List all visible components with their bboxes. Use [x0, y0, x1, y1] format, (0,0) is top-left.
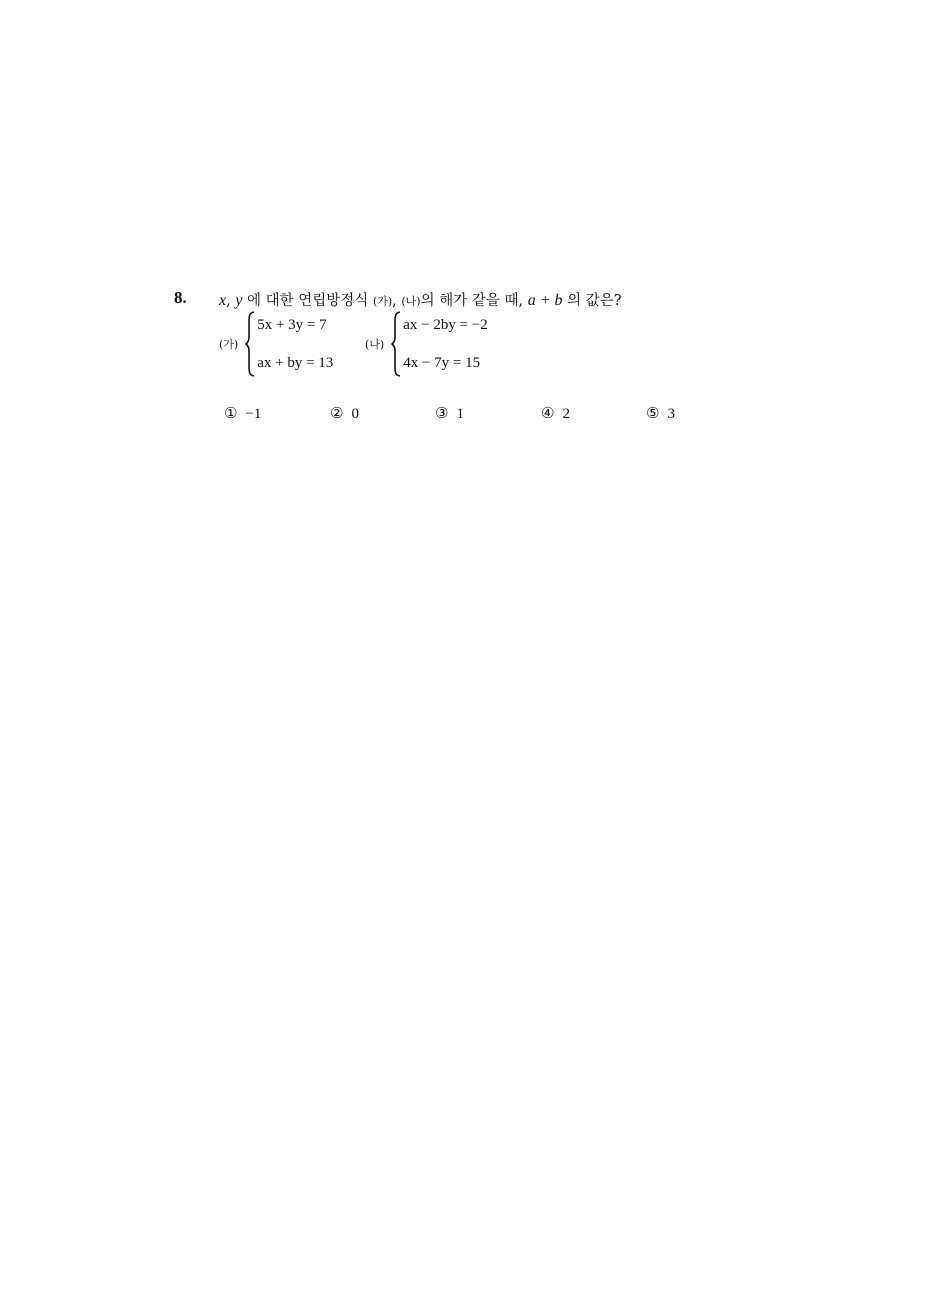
stem-label-na: (나) — [401, 295, 421, 308]
left-brace-icon — [391, 311, 401, 377]
choice-mark: ④ — [541, 404, 555, 422]
choice-mark: ③ — [435, 404, 449, 422]
stem-var-x: x — [219, 292, 227, 309]
equation-system-na — [365, 311, 488, 377]
equations — [403, 315, 488, 373]
equation: 4x − 7y = 15 — [403, 355, 481, 371]
stem-text-1: 에 대한 연립방정식 — [242, 293, 373, 309]
stem-comma-2: , — [392, 293, 402, 309]
question-stem — [219, 289, 622, 310]
equation: 5x + 3y = 7 — [257, 317, 327, 333]
equation: ax + by = 13 — [257, 355, 334, 371]
system-label: (나) — [365, 338, 385, 351]
choice-mark: ② — [330, 404, 344, 422]
equation-system-ga — [219, 311, 333, 377]
choice-value: −1 — [245, 406, 262, 422]
choice-value: 2 — [562, 406, 570, 422]
left-brace-icon — [245, 311, 255, 377]
choice-3[interactable] — [435, 404, 464, 423]
answer-choices — [224, 404, 694, 428]
stem-text-3: 의 값은? — [562, 293, 622, 309]
stem-text-2: 의 해가 같을 때, — [420, 293, 528, 309]
choice-mark: ⑤ — [646, 404, 660, 422]
choice-value: 0 — [351, 406, 359, 422]
stem-comma: , — [226, 293, 236, 309]
equations — [257, 315, 333, 373]
system-label: (가) — [219, 338, 239, 351]
choice-5[interactable] — [646, 404, 675, 423]
choice-4[interactable] — [541, 404, 570, 423]
choice-mark: ① — [224, 404, 238, 422]
stem-var-y: y — [235, 292, 243, 309]
choice-1[interactable] — [224, 404, 261, 423]
equation: ax − 2by = −2 — [403, 317, 488, 333]
stem-expression: a + b — [527, 292, 563, 309]
choice-value: 1 — [456, 406, 464, 422]
choice-value: 3 — [667, 406, 675, 422]
stem-label-ga: (가) — [372, 295, 393, 308]
choice-2[interactable] — [330, 404, 359, 423]
question-number: 8. — [174, 288, 187, 307]
